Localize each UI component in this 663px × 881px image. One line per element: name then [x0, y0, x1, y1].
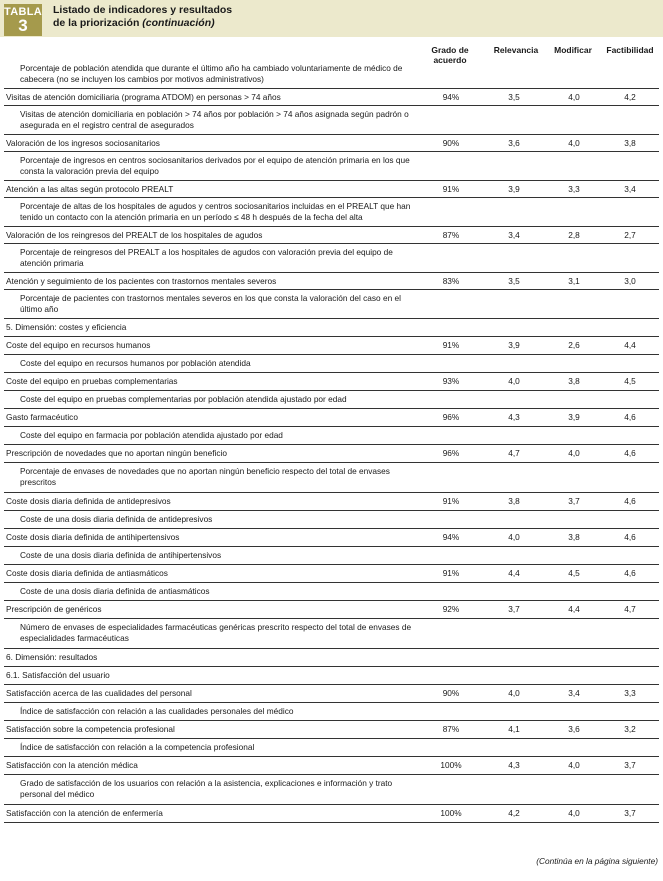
cell-factibilidad: 3,4	[624, 184, 636, 194]
row-text: Coste del equipo en pruebas complementarias	[6, 376, 178, 386]
row-text: Coste dosis diaria definida de antihipertensivos	[6, 532, 180, 542]
cell-grado: 100%	[440, 760, 462, 770]
indicator-definition-row	[4, 703, 659, 721]
cell-modificar: 3,8	[568, 532, 580, 542]
indicator-definition-row	[4, 391, 659, 409]
row-text: Satisfacción acerca de las cualidades del personal	[6, 688, 192, 698]
indicator-row	[4, 805, 659, 823]
cell-factibilidad: 4,6	[624, 532, 636, 542]
cell-factibilidad: 4,2	[624, 92, 636, 102]
row-text: Coste dosis diaria definida de antidepresivos	[6, 496, 171, 506]
cell-relevancia: 4,3	[508, 760, 520, 770]
cell-modificar: 3,1	[568, 276, 580, 286]
indicator-definition-row	[4, 60, 659, 89]
row-text: Grado de satisfacción de los usuarios con relación a la asistencia, explicaciones e información y trato personal del médico	[20, 778, 393, 799]
row-text: Prescripción de novedades que no aportan ningún beneficio	[6, 448, 227, 458]
row-text: Atención a las altas según protocolo PREALT	[6, 184, 174, 194]
table-number-badge	[4, 4, 42, 36]
cell-relevancia: 3,4	[508, 230, 520, 240]
indicator-row	[4, 227, 659, 244]
column-header-grado: Grado de acuerdo	[431, 45, 469, 65]
row-text: Índice de satisfacción con relación a la competencia profesional	[20, 742, 255, 752]
indicator-definition-row	[4, 106, 659, 135]
row-text: Número de envases de especialidades farmacéuticas genéricas prescrito respecto del total de envases de especialidades farmacéuticas	[20, 622, 412, 643]
table-number: 3	[18, 16, 28, 35]
cell-grado: 96%	[442, 448, 460, 458]
indicator-row	[4, 565, 659, 583]
indicator-row	[4, 529, 659, 547]
row-text: Satisfacción sobre la competencia profesional	[6, 724, 175, 734]
column-header-factibilidad: Factibilidad	[606, 45, 654, 55]
indicator-row	[4, 757, 659, 775]
row-text: Índice de satisfacción con relación a las cualidades personales del médico	[20, 706, 294, 716]
indicator-row	[4, 409, 659, 427]
cell-relevancia: 4,0	[508, 376, 520, 386]
cell-grado: 91%	[442, 340, 460, 350]
cell-factibilidad: 4,6	[624, 496, 636, 506]
cell-relevancia: 3,7	[508, 604, 520, 614]
cell-modificar: 2,8	[568, 230, 580, 240]
cell-grado: 87%	[442, 230, 460, 240]
table-title-continuation: (continuación)	[142, 17, 215, 29]
row-text: Gasto farmacéutico	[6, 412, 78, 422]
cell-factibilidad: 4,7	[624, 604, 636, 614]
row-text: Coste de una dosis diaria definida de antihipertensivos	[20, 550, 222, 560]
cell-grado: 93%	[442, 376, 460, 386]
cell-grado: 92%	[442, 604, 460, 614]
cell-modificar: 2,6	[568, 340, 580, 350]
cell-relevancia: 4,1	[508, 724, 520, 734]
cell-modificar: 3,8	[568, 376, 580, 386]
cell-modificar: 4,4	[568, 604, 580, 614]
row-text: 6.1. Satisfacción del usuario	[6, 670, 110, 680]
cell-modificar: 3,3	[568, 184, 580, 194]
indicator-row	[4, 135, 659, 152]
row-text: Porcentaje de altas de los hospitales de agudos y centros sociosanitarios incluidas en el PREALT que han tenido un contacto con la atención primaria en un período ≤ 48 h después de la fecha del alta	[20, 201, 411, 222]
indicator-row	[4, 649, 659, 667]
cell-factibilidad: 2,7	[624, 230, 636, 240]
cell-relevancia: 4,4	[508, 568, 520, 578]
cell-relevancia: 3,5	[508, 92, 520, 102]
row-text: Atención y seguimiento de los pacientes con trastornos mentales severos	[6, 276, 277, 286]
cell-grado: 96%	[442, 412, 460, 422]
row-text: Coste del equipo en farmacia por población atendida ajustado por edad	[20, 430, 283, 440]
cell-grado: 94%	[442, 532, 460, 542]
indicator-definition-row	[4, 244, 659, 273]
cell-factibilidad: 4,4	[624, 340, 636, 350]
cell-relevancia: 3,8	[508, 496, 520, 506]
cell-modificar: 4,0	[568, 448, 580, 458]
table-title-line1: Listado de indicadores y resultados	[53, 4, 233, 16]
row-text: Coste del equipo en pruebas complementarias por población atendida ajustado por edad	[20, 394, 347, 404]
cell-grado: 91%	[442, 568, 460, 578]
indicator-row	[4, 445, 659, 463]
row-text: Visitas de atención domiciliaria en población > 74 años por población > 74 años asignada según padrón o asegurada en el registro central de asegurados	[20, 109, 409, 130]
indicator-definition-row	[4, 547, 659, 565]
row-text: Visitas de atención domiciliaria (programa ATDOM) en personas > 74 años	[6, 92, 281, 102]
cell-modificar: 4,5	[568, 568, 580, 578]
indicator-definition-row	[4, 619, 659, 649]
cell-grado: 91%	[442, 496, 460, 506]
indicator-row	[4, 667, 659, 685]
row-text: Porcentaje de envases de novedades que no aportan ningún beneficio respecto del total de envases prescritos	[20, 466, 390, 487]
cell-factibilidad: 4,6	[624, 448, 636, 458]
cell-factibilidad: 4,5	[624, 376, 636, 386]
indicator-definition-row	[4, 511, 659, 529]
table-header-band	[0, 0, 663, 37]
table-label: TABLA	[4, 6, 42, 18]
indicator-definition-row	[4, 463, 659, 493]
row-text: Coste de una dosis diaria definida de antiasmáticos	[20, 586, 210, 596]
cell-factibilidad: 3,2	[624, 724, 636, 734]
indicator-row	[4, 493, 659, 511]
indicator-definition-row	[4, 355, 659, 373]
cell-relevancia: 4,3	[508, 412, 520, 422]
row-text: 6. Dimensión: resultados	[6, 652, 98, 662]
row-text: Coste dosis diaria definida de antiasmáticos	[6, 568, 168, 578]
row-text: Prescripción de genéricos	[6, 604, 102, 614]
indicator-definition-row	[4, 427, 659, 445]
cell-factibilidad: 3,3	[624, 688, 636, 698]
row-text: Porcentaje de ingresos en centros sociosanitarios derivados por el equipo de atención primaria en los que consta la valoración previa del equipo	[20, 155, 410, 176]
continuation-note: (Continúa en la página siguiente)	[536, 856, 658, 866]
cell-relevancia: 3,9	[508, 184, 520, 194]
indicator-row	[4, 89, 659, 106]
cell-relevancia: 3,5	[508, 276, 520, 286]
indicator-row	[4, 373, 659, 391]
cell-relevancia: 4,0	[508, 532, 520, 542]
column-header-relevancia: Relevancia	[493, 45, 539, 55]
cell-grado: 90%	[442, 138, 460, 148]
cell-relevancia: 4,7	[508, 448, 520, 458]
cell-relevancia: 3,9	[508, 340, 520, 350]
cell-grado: 87%	[442, 724, 460, 734]
cell-factibilidad: 4,6	[624, 568, 636, 578]
indicator-row	[4, 273, 659, 290]
indicator-row	[4, 601, 659, 619]
indicator-definition-row	[4, 198, 659, 227]
row-text: Coste de una dosis diaria definida de antidepresivos	[20, 514, 213, 524]
indicator-row	[4, 685, 659, 703]
indicator-definition-row	[4, 583, 659, 601]
indicator-row	[4, 181, 659, 198]
row-text: Coste del equipo en recursos humanos por población atendida	[20, 358, 251, 368]
row-text: Valoración de los ingresos sociosanitarios	[6, 138, 160, 148]
cell-modificar: 3,7	[568, 496, 580, 506]
cell-modificar: 3,6	[568, 724, 580, 734]
indicator-table	[4, 60, 659, 823]
table-title-line2: de la priorización	[53, 17, 140, 29]
cell-grado: 94%	[442, 92, 460, 102]
row-text: Porcentaje de reingresos del PREALT a los hospitales de agudos con valoración previa del equipo de atención primaria	[20, 247, 393, 268]
indicator-row	[4, 319, 659, 337]
cell-grado: 83%	[442, 276, 460, 286]
cell-grado: 90%	[442, 688, 460, 698]
cell-factibilidad: 4,6	[624, 412, 636, 422]
table-title	[53, 4, 232, 30]
cell-relevancia: 3,6	[508, 138, 520, 148]
cell-modificar: 4,0	[568, 760, 580, 770]
indicator-definition-row	[4, 775, 659, 805]
cell-modificar: 3,9	[568, 412, 580, 422]
cell-factibilidad: 3,7	[624, 808, 636, 818]
cell-relevancia: 4,0	[508, 688, 520, 698]
row-text: Satisfacción con la atención médica	[6, 760, 138, 770]
cell-factibilidad: 3,7	[624, 760, 636, 770]
cell-modificar: 4,0	[568, 92, 580, 102]
row-text: 5. Dimensión: costes y eficiencia	[6, 322, 127, 332]
row-text: Valoración de los reingresos del PREALT de los hospitales de agudos	[6, 230, 263, 240]
row-text: Satisfacción con la atención de enfermería	[6, 808, 163, 818]
cell-modificar: 4,0	[568, 808, 580, 818]
indicator-definition-row	[4, 152, 659, 181]
column-header-modificar: Modificar	[554, 45, 592, 55]
row-text: Porcentaje de pacientes con trastornos mentales severos en los que consta la valoración del caso en el último año	[20, 293, 401, 314]
row-text: Coste del equipo en recursos humanos	[6, 340, 151, 350]
cell-relevancia: 4,2	[508, 808, 520, 818]
indicator-definition-row	[4, 739, 659, 757]
indicator-row	[4, 337, 659, 355]
cell-modificar: 4,0	[568, 138, 580, 148]
indicator-definition-row	[4, 290, 659, 319]
cell-factibilidad: 3,8	[624, 138, 636, 148]
indicator-row	[4, 721, 659, 739]
cell-grado: 91%	[442, 184, 460, 194]
cell-grado: 100%	[440, 808, 462, 818]
cell-factibilidad: 3,0	[624, 276, 636, 286]
row-text: Porcentaje de población atendida que durante el último año ha cambiado voluntariamente de médico de cabecera (no se incluyen los cambios por motivos administrativos)	[20, 63, 403, 84]
cell-modificar: 3,4	[568, 688, 580, 698]
